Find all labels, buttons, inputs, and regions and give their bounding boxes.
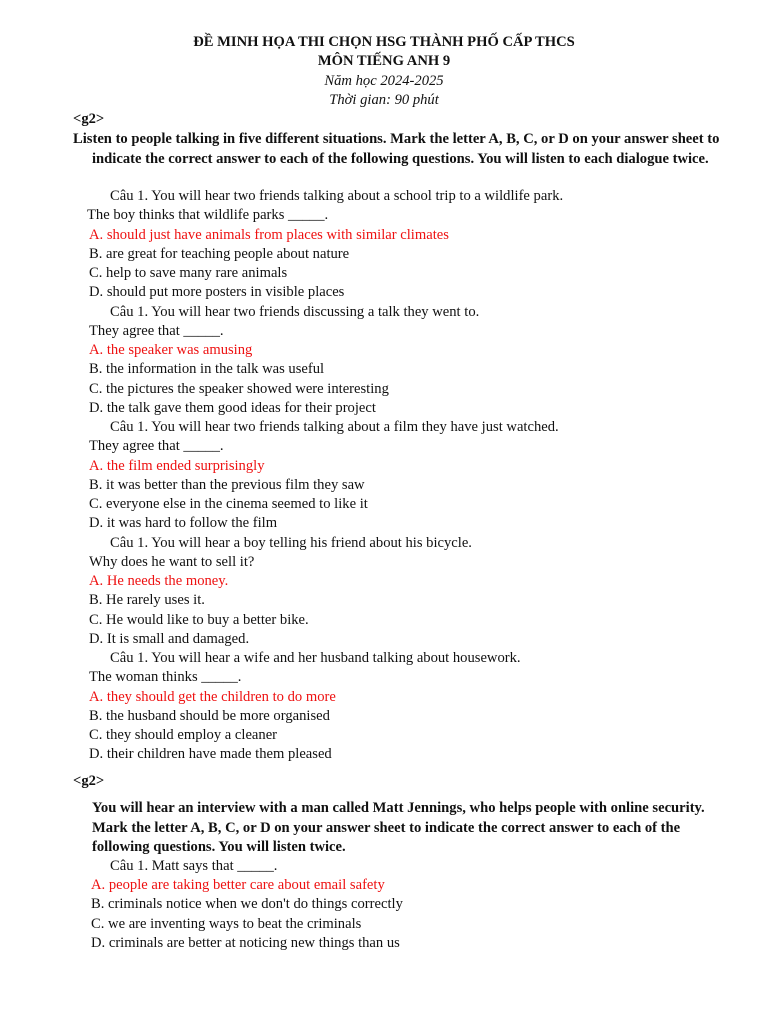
answer-option: C. they should employ a cleaner [89, 727, 278, 743]
question-stem: The boy thinks that wildlife parks _____. [87, 207, 329, 223]
answer-option: B. the husband should be more organised [89, 708, 330, 724]
section-tag: <g2> [73, 111, 105, 127]
section-instruction: You will hear an interview with a man called Matt Jennings, who helps people with online security. Mark the letter A, B, C, or D on your answer sheet to indicate the correct answer to each of the following questions. You will listen twice. [92, 800, 705, 855]
answer-option: B. the information in the talk was useful [89, 361, 325, 377]
answer-option: C. the pictures the speaker showed were interesting [89, 381, 389, 397]
answer-option-correct: A. people are taking better care about email safety [91, 877, 385, 893]
exam-duration: Thời gian: 90 phút [329, 92, 439, 108]
answer-option: D. it was hard to follow the film [89, 515, 278, 531]
answer-option: D. should put more posters in visible places [89, 284, 345, 300]
section-instruction: Listen to people talking in five different situations. Mark the letter A, B, C, or D on your answer sheet to indicate the correct answer to each of the following questions. You will listen to each dialogue twice. [73, 131, 720, 167]
answer-option: D. It is small and damaged. [89, 631, 250, 647]
answer-option-correct: A. the film ended surprisingly [89, 458, 265, 474]
answer-option: D. their children have made them pleased [89, 746, 332, 762]
answer-option-correct: A. the speaker was amusing [89, 342, 253, 358]
question-intro: Câu 1. Matt says that _____. [110, 858, 278, 874]
answer-option: C. help to save many rare animals [89, 265, 288, 281]
section-tag: <g2> [73, 773, 105, 789]
question-intro: Câu 1. You will hear two friends talking about a film they have just watched. [110, 419, 559, 435]
school-year: Năm học 2024-2025 [324, 73, 444, 89]
answer-option: B. criminals notice when we don't do things correctly [91, 896, 403, 912]
answer-option: B. are great for teaching people about nature [89, 246, 350, 262]
answer-option: C. we are inventing ways to beat the criminals [91, 916, 362, 932]
answer-option-correct: A. they should get the children to do more [89, 689, 336, 705]
question-intro: Câu 1. You will hear two friends talking about a school trip to a wildlife park. [110, 188, 564, 204]
question-stem: Why does he want to sell it? [89, 554, 255, 570]
question-intro: Câu 1. You will hear a wife and her husband talking about housework. [110, 650, 521, 666]
answer-option: B. it was better than the previous film they saw [89, 477, 365, 493]
answer-option-correct: A. should just have animals from places with similar climates [89, 227, 449, 243]
question-intro: Câu 1. You will hear a boy telling his friend about his bicycle. [110, 535, 472, 551]
question-stem: They agree that _____. [89, 438, 224, 454]
question-stem: They agree that _____. [89, 323, 224, 339]
answer-option-correct: A. He needs the money. [89, 573, 229, 589]
subject-title: MÔN TIẾNG ANH 9 [317, 53, 451, 69]
answer-option: C. He would like to buy a better bike. [89, 612, 309, 628]
answer-option: C. everyone else in the cinema seemed to like it [89, 496, 368, 512]
question-intro: Câu 1. You will hear two friends discussing a talk they went to. [110, 304, 480, 320]
answer-option: B. He rarely uses it. [89, 592, 205, 608]
answer-option: D. criminals are better at noticing new things than us [91, 935, 400, 951]
answer-option: D. the talk gave them good ideas for their project [89, 400, 376, 416]
question-stem: The woman thinks _____. [89, 669, 242, 685]
document-title: ĐỀ MINH HỌA THI CHỌN HSG THÀNH PHỐ CẤP THCS [193, 34, 575, 50]
